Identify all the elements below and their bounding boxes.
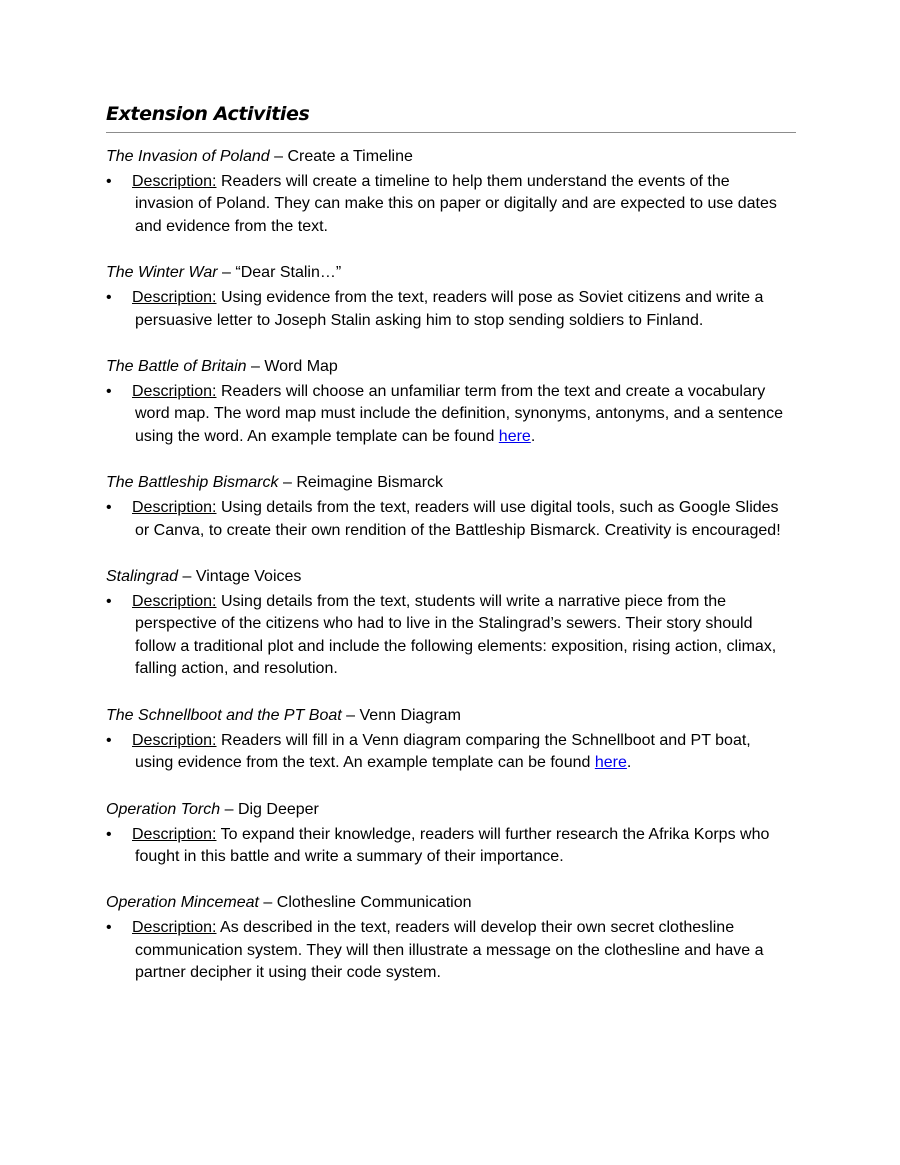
template-link[interactable]: here: [594, 754, 627, 772]
book-title: Operation Torch: [106, 800, 221, 818]
activity-item: [106, 799, 796, 869]
description-text: or Canva, to create their own rendition of the Battleship Bismarck. Creativity is encouraged!: [135, 521, 781, 539]
description-text: Readers will choose an unfamiliar term from the text and create a vocabulary: [220, 383, 766, 401]
description-text: To expand their knowledge, readers will further research the Afrika Korps who: [220, 825, 770, 843]
description-text: word map. The word map must include the definition, synonyms, antonyms, and a sentence: [135, 405, 784, 423]
description-line: [132, 940, 796, 962]
activity-title: [106, 799, 796, 821]
description-text: follow a traditional plot and include the following elements: exposition, rising action, climax,: [135, 637, 777, 655]
description-label: Description:: [132, 383, 217, 401]
description-line: [132, 917, 796, 939]
activity-title: [106, 262, 796, 284]
heading-divider: [106, 132, 796, 133]
section-heading: Extension Activities: [106, 103, 310, 125]
activity-title: [106, 356, 796, 378]
activity-description: [106, 171, 796, 238]
bullet-icon: •: [106, 593, 112, 611]
activity-description: [106, 824, 796, 869]
description-label: Description:: [132, 919, 217, 937]
description-text: using the word. An example template can be found: [135, 427, 499, 445]
description-text: Using details from the text, readers will use digital tools, such as Google Slides: [220, 499, 779, 517]
title-separator: –: [246, 358, 265, 376]
description-text: Readers will fill in a Venn diagram comparing the Schnellboot and PT boat,: [220, 731, 751, 749]
description-line: [132, 497, 796, 519]
description-line: [132, 310, 796, 332]
description-line: [132, 171, 796, 193]
activity-description: [106, 917, 796, 984]
activity-name: Create a Timeline: [287, 148, 413, 165]
book-title: The Schnellboot and the PT Boat: [106, 706, 342, 724]
book-title: The Battle of Britain: [106, 358, 247, 376]
title-separator: –: [220, 800, 238, 818]
description-line: [132, 403, 796, 425]
activity-title: [106, 566, 796, 588]
activity-item: [106, 705, 796, 775]
title-separator: –: [269, 148, 288, 165]
book-title: The Battleship Bismarck: [106, 474, 279, 492]
bullet-icon: •: [106, 731, 112, 749]
book-title: The Winter War: [106, 264, 218, 282]
description-line: [132, 287, 796, 309]
description-line: [132, 730, 796, 752]
link-trailing-punctuation: .: [530, 427, 536, 445]
description-text: Using details from the text, students will write a narrative piece from the: [220, 593, 727, 611]
activity-name: Dig Deeper: [237, 800, 319, 818]
book-title: Stalingrad: [106, 568, 179, 586]
title-separator: –: [178, 568, 196, 586]
description-text: falling action, and resolution.: [135, 660, 338, 678]
description-label: Description:: [132, 825, 217, 843]
description-line: [132, 846, 796, 868]
description-text: As described in the text, readers will develop their own secret clothesline: [220, 919, 735, 937]
title-separator: –: [217, 264, 236, 282]
description-text: communication system. They will then illustrate a message on the clothesline and have a: [135, 941, 764, 959]
book-title: Operation Mincemeat: [106, 894, 259, 912]
bullet-icon: •: [106, 173, 112, 190]
description-line: [132, 824, 796, 846]
description-text: fought in this battle and write a summary of their importance.: [135, 847, 564, 865]
description-label: Description:: [132, 499, 217, 517]
activity-description: [106, 591, 796, 681]
title-separator: –: [341, 706, 360, 724]
activities-list: [106, 146, 796, 1009]
activity-name: “Dear Stalin…”: [235, 264, 342, 282]
activity-name: Reimagine Bismarck: [296, 474, 444, 492]
description-text: using evidence from the text. An example template can be found: [135, 754, 595, 772]
activity-description: [106, 381, 796, 448]
activity-item: [106, 262, 796, 332]
activity-title: [106, 705, 796, 727]
description-text: partner decipher it using their code system.: [135, 964, 441, 982]
description-line: [132, 613, 796, 635]
activity-title: [106, 146, 796, 168]
activity-name: Word Map: [264, 358, 338, 376]
link-trailing-punctuation: .: [626, 754, 632, 772]
bullet-icon: •: [106, 499, 112, 517]
activity-description: [106, 730, 796, 775]
activity-description: [106, 287, 796, 332]
description-text: Readers will create a timeline to help them understand the events of the: [220, 173, 730, 190]
book-title: The Invasion of Poland: [106, 148, 270, 165]
description-line: [132, 752, 796, 774]
description-text: and evidence from the text.: [135, 217, 328, 235]
description-line: [132, 193, 796, 215]
title-separator: –: [278, 474, 297, 492]
activity-name: Vintage Voices: [195, 568, 302, 586]
description-text: invasion of Poland. They can make this on paper or digitally and are expected to use dates: [135, 195, 777, 213]
description-label: Description:: [132, 731, 217, 749]
title-separator: –: [258, 894, 277, 912]
description-line: [132, 591, 796, 613]
description-text: Using evidence from the text, readers will pose as Soviet citizens and write a: [220, 289, 764, 307]
activity-title: [106, 472, 796, 494]
description-line: [132, 520, 796, 542]
activity-name: Clothesline Communication: [276, 894, 472, 912]
activity-description: [106, 497, 796, 542]
activity-item: [106, 892, 796, 984]
template-link[interactable]: here: [498, 427, 531, 445]
bullet-icon: •: [106, 289, 112, 307]
activity-item: [106, 146, 796, 238]
description-line: [132, 426, 796, 448]
description-text: perspective of the citizens who had to live in the Stalingrad’s sewers. Their story should: [135, 615, 753, 633]
bullet-icon: •: [106, 383, 112, 401]
bullet-icon: •: [106, 919, 112, 937]
activity-item: [106, 566, 796, 681]
activity-title: [106, 892, 796, 914]
description-line: [132, 381, 796, 403]
description-line: [132, 962, 796, 984]
description-line: [132, 636, 796, 658]
activity-item: [106, 356, 796, 448]
description-label: Description:: [132, 593, 217, 611]
description-line: [132, 658, 796, 680]
activity-item: [106, 472, 796, 542]
description-text: persuasive letter to Joseph Stalin asking him to stop sending soldiers to Finland.: [135, 311, 704, 329]
activity-name: Venn Diagram: [359, 706, 461, 724]
description-label: Description:: [132, 289, 217, 307]
bullet-icon: •: [106, 825, 112, 843]
description-line: [132, 216, 796, 238]
description-label: Description:: [132, 173, 217, 190]
